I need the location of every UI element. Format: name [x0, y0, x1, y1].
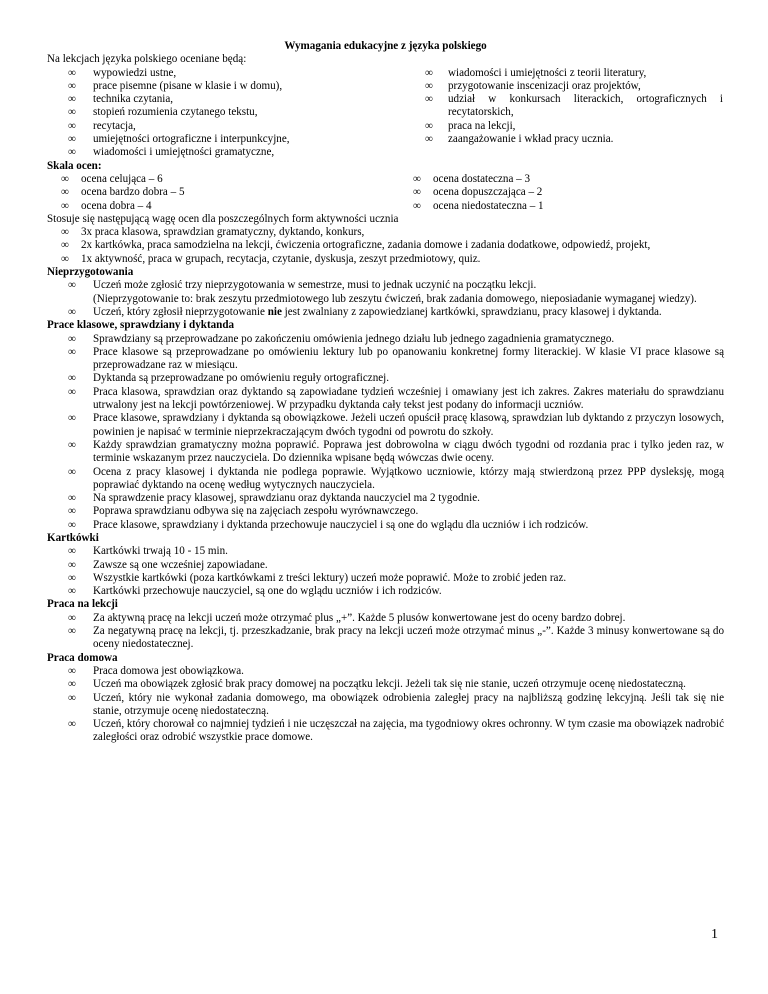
bullet-icon: ∞	[425, 119, 433, 132]
assessed-item	[47, 146, 394, 159]
assessed-item-text: praca na lekcji,	[448, 119, 516, 132]
rule-item	[47, 519, 724, 532]
bullet-icon: ∞	[68, 558, 76, 571]
bullet-icon: ∞	[68, 106, 76, 119]
bullet-icon: ∞	[413, 172, 421, 185]
assessed-item-text: przygotowanie inscenizacji oraz projektów,	[448, 79, 641, 92]
bullet-icon: ∞	[68, 585, 76, 598]
rule-item	[47, 625, 724, 652]
grade-item	[413, 186, 713, 199]
assessed-item-text: udział w konkursach literackich, ortograficznych i recytatorskich,	[448, 93, 723, 119]
grade-scale	[47, 173, 724, 213]
rule-item-text: Uczeń, który chorował co najmniej tydzień i nie uczęszczał na zajęcia, ma tygodniowy okres ochronny. W tym czasie ma obowiązek nadrobić zaległości oraz odrobić wszystkie prace domowe.	[93, 718, 724, 744]
rule-item-text: Praca domowa jest obowiązkowa.	[93, 664, 244, 677]
bullet-icon: ∞	[425, 133, 433, 146]
rule-item	[47, 612, 724, 625]
rule-item	[47, 545, 724, 558]
rule-item-text: Sprawdziany są przeprowadzane po zakończeniu omówienia jednego działu lub jednego zagadnienia gramatycznego.	[93, 332, 615, 345]
bullet-icon: ∞	[68, 625, 76, 638]
bullet-icon: ∞	[68, 571, 76, 584]
rules-sections	[47, 266, 724, 745]
rule-item	[47, 466, 724, 493]
bullet-icon: ∞	[61, 239, 69, 252]
grade-item-text: ocena niedostateczna – 1	[433, 199, 544, 212]
rule-item	[47, 559, 724, 572]
assessed-item	[425, 67, 723, 80]
assessed-item-text: wiadomości i umiejętności gramatyczne,	[93, 146, 275, 159]
assessed-item-text: technika czytania,	[93, 93, 174, 106]
rule-item	[47, 412, 724, 439]
grade-scale-left	[61, 173, 413, 213]
section-heading: Praca domowa	[47, 651, 118, 664]
section-heading: Prace klasowe, sprawdziany i dyktanda	[47, 319, 235, 332]
rule-item	[47, 678, 724, 691]
assessed-item-text: umiejętności ortograficzne i interpunkcyjne,	[93, 133, 290, 146]
grade-item-text: ocena dostateczna – 3	[433, 172, 531, 185]
bullet-icon: ∞	[425, 93, 433, 106]
bullet-icon: ∞	[68, 505, 76, 518]
assessed-item	[47, 80, 394, 93]
bullet-icon: ∞	[68, 518, 76, 531]
bullet-icon: ∞	[61, 186, 69, 199]
weight-list	[61, 226, 724, 266]
grade-item	[61, 173, 413, 186]
grade-item-text: ocena dopuszczająca – 2	[433, 186, 543, 199]
assessed-item-text: wypowiedzi ustne,	[93, 66, 177, 79]
bullet-icon: ∞	[68, 545, 76, 558]
assessed-item	[47, 120, 394, 133]
weight-item-text: 1x aktywność, praca w grupach, recytacja, czytanie, dyskusja, zeszyt przedmiotowy, quiz.	[81, 252, 481, 265]
rule-item	[47, 665, 724, 678]
grade-item-text: ocena bardzo dobra – 5	[81, 186, 185, 199]
grade-item	[61, 200, 413, 213]
bullet-icon: ∞	[68, 678, 76, 691]
weight-item	[61, 226, 724, 239]
scale-heading: Skala ocen:	[47, 159, 102, 172]
rule-item-text: Kartkówki trwają 10 - 15 min.	[93, 545, 228, 558]
assessed-item-text: wiadomości i umiejętności z teorii literatury,	[448, 66, 647, 79]
assessed-item-text: stopień rozumienia czytanego tekstu,	[93, 106, 258, 119]
rule-item	[47, 505, 724, 518]
rule-item-text: Prace klasowe są przeprowadzane po omówieniu lektury lub po opanowaniu konkretnej formy literackiej. W klasie VI prace klasowe są przeprowadzane raz w miesiącu.	[93, 345, 724, 372]
weight-item	[61, 239, 724, 252]
rule-item-text: Praca klasowa, sprawdzian oraz dyktando są zapowiadane tydzień wcześniej i omawiany jest ich zakres. Zakres materiału do sprawdzianu utrwalony jest na lekcji powtórzeniowej. W przypadku dyktanda cały tekst jest podany do informacji uczniów.	[93, 385, 724, 412]
rule-item-text: Za negatywną pracę na lekcji, tj. przeszkadzanie, brak pracy na lekcji uczeń może otrzymać minus „-”. Każde 3 minusy konwertowane są do oceny niedostatecznej.	[93, 625, 724, 651]
section-heading: Nieprzygotowania	[47, 266, 134, 279]
rule-item-text: Na sprawdzenie pracy klasowej, sprawdzianu oraz dyktanda nauczyciel ma 2 tygodnie.	[93, 492, 480, 505]
grade-scale-right	[413, 173, 713, 213]
bullet-icon: ∞	[68, 718, 76, 731]
bullet-icon: ∞	[68, 332, 76, 345]
bullet-icon: ∞	[68, 133, 76, 146]
grade-item	[413, 173, 713, 186]
document-page	[47, 40, 724, 745]
intro-text: Na lekcjach języka polskiego oceniane będą:	[47, 53, 247, 66]
assessed-item-text: prace pisemne (pisane w klasie i w domu),	[93, 79, 283, 92]
bullet-icon: ∞	[61, 172, 69, 185]
rule-item-text: Dyktanda są przeprowadzane po omówieniu reguły ortograficznej.	[93, 372, 390, 385]
rule-item	[47, 306, 724, 319]
assessed-item	[47, 67, 394, 80]
bullet-icon: ∞	[68, 93, 76, 106]
bullet-icon: ∞	[61, 199, 69, 212]
bullet-icon: ∞	[413, 199, 421, 212]
assessed-list-left	[47, 67, 394, 160]
bullet-icon: ∞	[68, 465, 76, 478]
bullet-icon: ∞	[425, 79, 433, 92]
grade-item	[413, 200, 713, 213]
bullet-icon: ∞	[68, 385, 76, 398]
section-heading: Praca na lekcji	[47, 598, 118, 611]
weight-item-text: 2x kartkówka, praca samodzielna na lekcji, ćwiczenia ortograficzne, zadania domowe i zadania dodatkowe, odpowiedź, projekt,	[81, 239, 651, 252]
rule-item-text: Ocena z pracy klasowej i dyktanda nie podlega poprawie. Wyjątkowo uczniowie, którzy mają stwierdzoną przez PPP dysleksję, mogą poprawiać dyktando na ocenę według wytycznych nauczyciela.	[93, 465, 724, 491]
assessed-item	[425, 133, 723, 146]
rule-item-text: Poprawa sprawdzianu odbywa się na zajęciach zespołu wyrównawczego.	[93, 505, 419, 518]
rule-item	[47, 346, 724, 373]
bullet-icon: ∞	[68, 664, 76, 677]
rule-item-text: Za aktywną pracę na lekcji uczeń może otrzymać plus „+”. Każde 5 plusów konwertowane jest do oceny bardzo dobrej.	[93, 611, 626, 624]
rule-item	[47, 585, 724, 598]
weight-item-text: 3x praca klasowa, sprawdzian gramatyczny, dyktando, konkurs,	[81, 226, 365, 239]
grade-item	[61, 186, 413, 199]
assessed-item-text: recytacja,	[93, 119, 136, 132]
grade-item-text: ocena celująca – 6	[81, 172, 163, 185]
rule-item	[47, 718, 724, 745]
assessed-areas	[47, 67, 724, 160]
bullet-icon: ∞	[68, 611, 76, 624]
bullet-icon: ∞	[68, 492, 76, 505]
rule-item	[47, 279, 724, 306]
assessed-item	[47, 106, 394, 119]
bullet-icon: ∞	[68, 279, 76, 292]
assessed-item	[47, 93, 394, 106]
bullet-icon: ∞	[68, 438, 76, 451]
bullet-icon: ∞	[68, 412, 76, 425]
assessed-list-right	[425, 67, 723, 160]
rule-item-text: Uczeń, który zgłosił nieprzygotowanie nie jest zwalniany z zapowiedzianej kartkówki, sprawdzianu, pracy klasowej i dyktanda.	[93, 305, 662, 318]
assessed-item	[425, 80, 723, 93]
bullet-icon: ∞	[68, 305, 76, 318]
bullet-icon: ∞	[413, 186, 421, 199]
weight-intro: Stosuje się następującą wagę ocen dla poszczególnych form aktywności ucznia	[47, 212, 399, 225]
rule-item-text: Kartkówki przechowuje nauczyciel, są one do wglądu uczniów i ich rodziców.	[93, 585, 442, 598]
rule-item-text: Wszystkie kartkówki (poza kartkówkami z treści lektury) uczeń może poprawić. Może to zrobić jeden raz.	[93, 571, 567, 584]
rule-item	[47, 492, 724, 505]
bullet-icon: ∞	[68, 691, 76, 704]
bullet-icon: ∞	[425, 66, 433, 79]
document-title: Wymagania edukacyjne z języka polskiego	[284, 40, 487, 52]
rule-item	[47, 372, 724, 385]
bullet-icon: ∞	[61, 252, 69, 265]
assessed-item	[425, 120, 723, 133]
rule-item-text: Każdy sprawdzian gramatyczny można poprawić. Poprawa jest dobrowolna w ciągu dwóch tygodni od rozdania prac i tylko jeden raz, w terminie wskazanym przez nauczyciela. Do dziennika wpisane będą wówczas dwie oceny.	[93, 438, 724, 465]
rule-item	[47, 572, 724, 585]
rule-item-text: Uczeń ma obowiązek zgłosić brak pracy domowej na początku lekcji. Jeżeli tak się nie stanie, uczeń otrzymuje ocenę niedostateczną.	[93, 678, 686, 691]
bullet-icon: ∞	[61, 226, 69, 239]
rule-item	[47, 439, 724, 466]
bullet-icon: ∞	[68, 345, 76, 358]
bullet-icon: ∞	[68, 372, 76, 385]
rule-item-text: Zawsze są one wcześniej zapowiadane.	[93, 558, 268, 571]
bullet-icon: ∞	[68, 79, 76, 92]
rule-item	[47, 692, 724, 719]
bullet-icon: ∞	[68, 146, 76, 159]
rule-item	[47, 333, 724, 346]
bullet-icon: ∞	[68, 119, 76, 132]
assessed-item	[47, 133, 394, 146]
rule-item	[47, 386, 724, 413]
rule-item-text: Uczeń, który nie wykonał zadania domowego, ma obowiązek odrobienia zaległej pracy na najbliższą godzinę lekcyjną. Jeśli tak się nie stanie, otrzymuje ocenę niedostateczną.	[93, 691, 724, 717]
grade-item-text: ocena dobra – 4	[81, 199, 152, 212]
section-heading: Kartkówki	[47, 531, 99, 544]
weight-item	[61, 253, 724, 266]
rule-item-text: Prace klasowe, sprawdziany i dyktanda przechowuje nauczyciel i są one do wglądu dla uczniów i ich rodziców.	[93, 518, 589, 531]
rule-item-text: Uczeń może zgłosić trzy nieprzygotowania w semestrze, musi to jednak uczynić na początku lekcji. (Nieprzygotowanie to: brak zeszytu przedmiotowego lub zeszytu ćwiczeń, brak zadania domowego, nieposiadanie wymaganej wiedzy).	[93, 279, 697, 305]
rule-item-text: Prace klasowe, sprawdziany i dyktanda są obowiązkowe. Jeżeli uczeń opuścił pracę klasową, sprawdzian lub dyktando z przyczyn losowych, powinien je napisać w terminie nieprzekraczającym dwóch tygodni od powrotu do szkoły.	[93, 412, 724, 438]
page-number: 1	[711, 927, 718, 942]
bullet-icon: ∞	[68, 66, 76, 79]
assessed-item	[425, 93, 723, 120]
assessed-item-text: zaangażowanie i wkład pracy ucznia.	[448, 133, 614, 146]
